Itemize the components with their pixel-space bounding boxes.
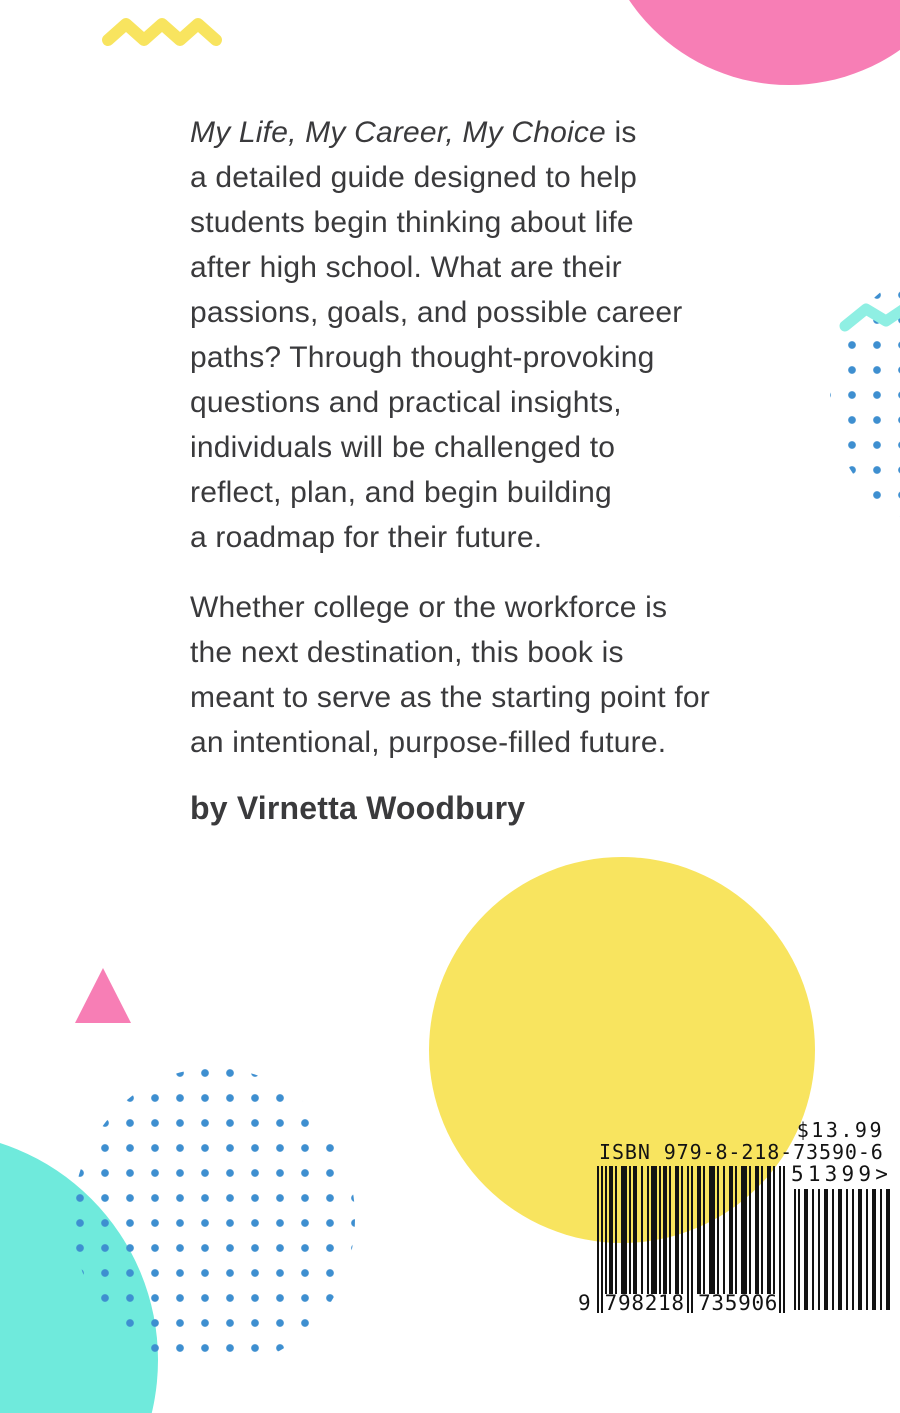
ean-digits: 9 798218 735906 <box>578 1291 779 1315</box>
synopsis-line: students begin thinking about life <box>190 206 634 239</box>
synopsis-line: a roadmap for their future. <box>190 521 543 554</box>
synopsis-line: meant to serve as the starting point for <box>190 681 710 714</box>
blue-dots-pattern-left <box>73 1068 355 1368</box>
synopsis-line: an intentional, purpose-filled future. <box>190 726 667 759</box>
addon-barcode <box>794 1189 892 1310</box>
synopsis-line: after high school. What are their <box>190 251 622 284</box>
pink-triangle-icon <box>70 964 138 1026</box>
addon-code-label: 51399> <box>791 1162 893 1186</box>
teal-zigzag-icon <box>838 298 900 338</box>
synopsis <box>190 110 683 560</box>
synopsis-line: reflect, plan, and begin building <box>190 476 612 509</box>
synopsis-paragraph-1 <box>190 110 683 560</box>
synopsis-line: a detailed guide designed to help <box>190 161 637 194</box>
yellow-zigzag-icon <box>100 14 230 54</box>
synopsis-line: paths? Through thought-provoking <box>190 341 655 374</box>
book-title: My Life, My Career, My Choice <box>190 116 606 149</box>
synopsis-paragraph-2 <box>190 585 710 765</box>
pink-circle <box>596 0 900 85</box>
synopsis-line: individuals will be challenged to <box>190 431 616 464</box>
synopsis-line <box>190 110 683 155</box>
title-suffix: is <box>605 116 637 149</box>
author-byline: by Virnetta Woodbury <box>190 790 526 826</box>
synopsis-line: passions, goals, and possible career <box>190 296 683 329</box>
synopsis-line: questions and practical insights, <box>190 386 622 419</box>
price-label: $13.99 <box>796 1118 884 1142</box>
isbn-label: ISBN 979-8-218-73590-6 <box>599 1140 884 1164</box>
synopsis-line: Whether college or the workforce is <box>190 591 668 624</box>
synopsis-line: the next destination, this book is <box>190 636 624 669</box>
